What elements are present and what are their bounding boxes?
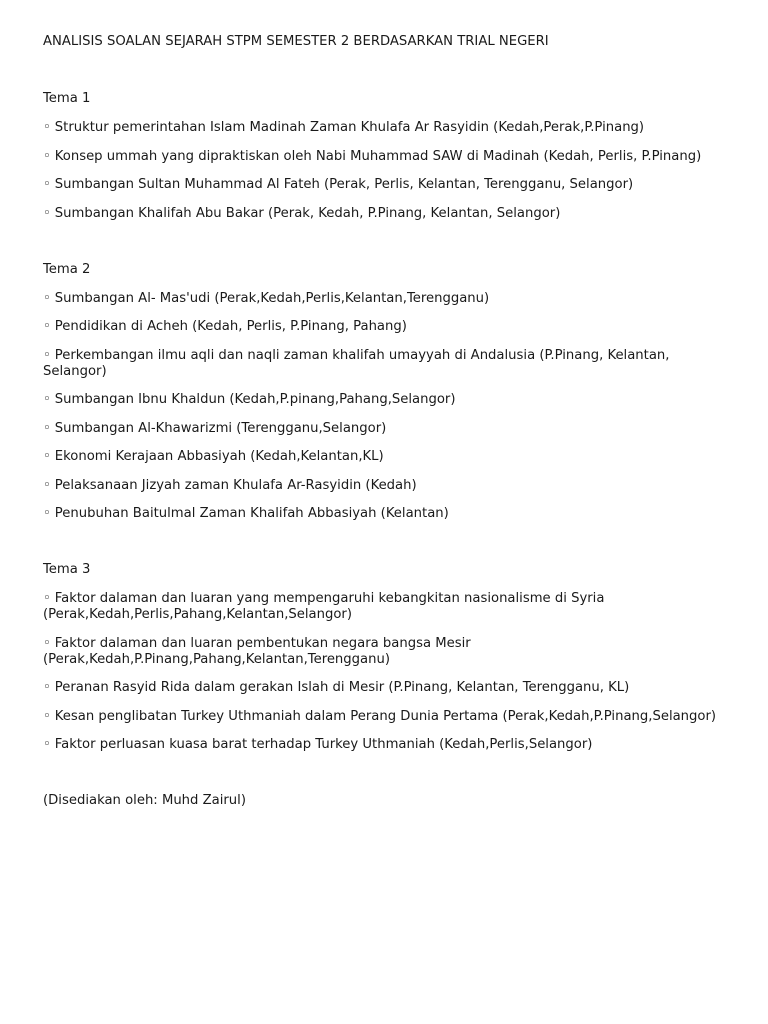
- list-item: [43, 348, 733, 380]
- item-text: Kesan penglibatan Turkey Uthmaniah dalam Perang Dunia Pertama (Perak,Kedah,P.Pinang,Selangor): [54, 708, 717, 724]
- item-text: Peranan Rasyid Rida dalam gerakan Islah di Mesir (P.Pinang, Kelantan, Terengganu, KL): [54, 680, 630, 695]
- list-item: [43, 319, 733, 335]
- list-item: [43, 449, 733, 465]
- bullet-icon: ◦: [43, 737, 51, 752]
- list-item: [43, 709, 733, 725]
- list-item: [43, 291, 733, 307]
- list-item: [43, 506, 733, 522]
- theme-item-list: [43, 291, 733, 523]
- theme-item-list: [43, 591, 733, 753]
- list-item: [43, 636, 733, 668]
- list-item: [43, 177, 733, 193]
- bullet-icon: ◦: [43, 120, 51, 135]
- theme-section: [43, 91, 733, 222]
- item-text: Konsep ummah yang dipraktiskan oleh Nabi Muhammad SAW di Madinah (Kedah, Perlis, P.Pinang): [54, 148, 702, 164]
- bullet-icon: ◦: [43, 591, 51, 606]
- item-text: Penubuhan Baitulmal Zaman Khalifah Abbasiyah (Kelantan): [54, 506, 449, 521]
- theme-heading: Tema 2: [43, 261, 91, 277]
- list-item: [43, 478, 733, 494]
- theme-section: [43, 562, 733, 753]
- bullet-icon: ◦: [43, 319, 51, 334]
- item-text: Faktor dalaman dan luaran pembentukan negara bangsa Mesir (Perak,Kedah,P.Pinang,Pahang,Kelantan,Terengganu): [43, 635, 471, 667]
- document-title: ANALISIS SOALAN SEJARAH STPM SEMESTER 2 BERDASARKAN TRIAL NEGERI: [43, 34, 549, 49]
- item-text: Sumbangan Khalifah Abu Bakar (Perak, Kedah, P.Pinang, Kelantan, Selangor): [54, 205, 561, 221]
- theme-heading: Tema 1: [43, 91, 91, 106]
- item-text: Sumbangan Al- Mas'udi (Perak,Kedah,Perlis,Kelantan,Terengganu): [54, 290, 490, 306]
- item-text: Pendidikan di Acheh (Kedah, Perlis, P.Pinang, Pahang): [54, 319, 407, 334]
- list-item: [43, 680, 733, 696]
- bullet-icon: ◦: [43, 177, 51, 192]
- bullet-icon: ◦: [43, 392, 51, 407]
- bullet-icon: ◦: [43, 477, 51, 493]
- item-text: Pelaksanaan Jizyah zaman Khulafa Ar-Rasyidin (Kedah): [54, 477, 417, 493]
- bullet-icon: ◦: [43, 420, 51, 436]
- bullet-icon: ◦: [43, 205, 51, 221]
- bullet-icon: ◦: [43, 506, 51, 521]
- author-credit: (Disediakan oleh: Muhd Zairul): [43, 793, 246, 808]
- bullet-icon: ◦: [43, 290, 51, 306]
- theme-section: [43, 262, 733, 523]
- item-text: Sumbangan Al-Khawarizmi (Terengganu,Selangor): [54, 420, 387, 436]
- list-item: [43, 206, 733, 222]
- list-item: [43, 120, 733, 136]
- bullet-icon: ◦: [43, 680, 51, 695]
- item-text: Faktor dalaman dan luaran yang mempengaruhi kebangkitan nasionalisme di Syria (Perak,Kedah,Perlis,Pahang,Kelantan,Selangor): [43, 591, 605, 622]
- item-text: Struktur pemerintahan Islam Madinah Zaman Khulafa Ar Rasyidin (Kedah,Perak,P.Pinang): [54, 120, 645, 135]
- bullet-icon: ◦: [43, 449, 51, 464]
- list-item: [43, 421, 733, 437]
- list-item: [43, 591, 733, 623]
- theme-heading: Tema 3: [43, 562, 91, 577]
- item-text: Faktor perluasan kuasa barat terhadap Turkey Uthmaniah (Kedah,Perlis,Selangor): [54, 737, 593, 752]
- item-text: Ekonomi Kerajaan Abbasiyah (Kedah,Kelantan,KL): [54, 449, 384, 464]
- bullet-icon: ◦: [43, 148, 51, 164]
- item-text: Sumbangan Ibnu Khaldun (Kedah,P.pinang,Pahang,Selangor): [54, 392, 456, 407]
- list-item: [43, 149, 733, 165]
- list-item: [43, 392, 733, 408]
- item-text: Sumbangan Sultan Muhammad Al Fateh (Perak, Perlis, Kelantan, Terengganu, Selangor): [54, 177, 634, 192]
- bullet-icon: ◦: [43, 347, 51, 363]
- list-item: [43, 737, 733, 753]
- theme-item-list: [43, 120, 733, 222]
- item-text: Perkembangan ilmu aqli dan naqli zaman khalifah umayyah di Andalusia (P.Pinang, Kelantan, Selangor): [43, 347, 670, 379]
- bullet-icon: ◦: [43, 708, 51, 724]
- document: [43, 34, 733, 809]
- bullet-icon: ◦: [43, 635, 51, 651]
